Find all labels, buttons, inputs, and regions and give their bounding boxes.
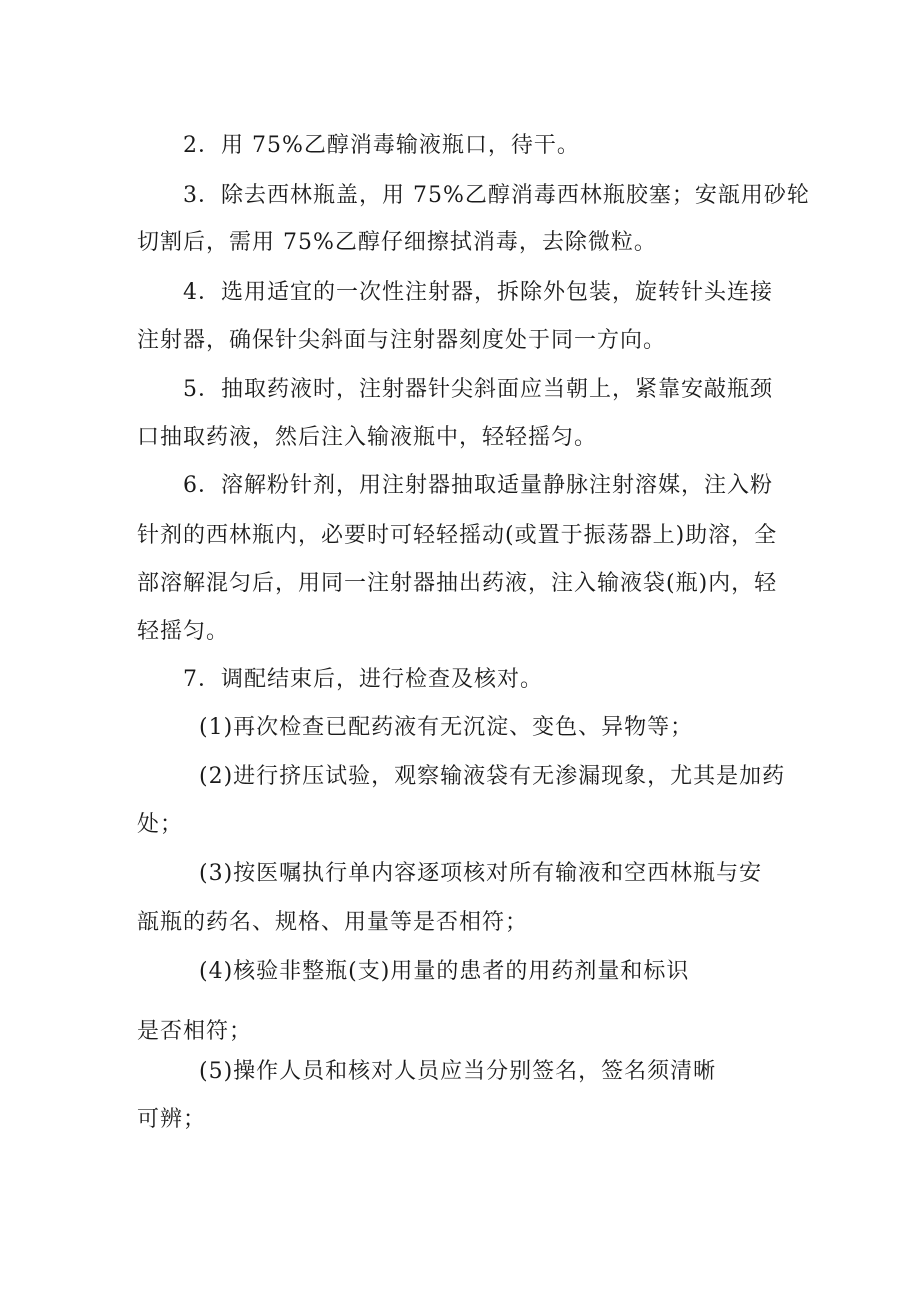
substep-2-line-2: 处； [137, 812, 184, 837]
step-6-line-2: 针剂的西林瓶内，必要时可轻轻摇动(或置于振荡器上)助溶，全 [137, 523, 778, 548]
substep-3-line-2: 瓿瓶的药名、规格、用量等是否相符； [137, 910, 529, 935]
step-6-line-1: 6．溶解粉针剂，用注射器抽取适量静脉注射溶媒，注入粉 [183, 473, 773, 498]
substep-4-line-1: (4)核验非整瓶(支)用量的患者的用药剂量和标识 [199, 959, 690, 984]
substep-5-line-2: 可辨； [137, 1107, 207, 1132]
step-5-line-2: 口抽取药液，然后注入输液瓶中，轻轻摇匀。 [137, 425, 598, 450]
step-4-line-1: 4．选用适宜的一次性注射器，拆除外包装，旋转针头连接 [183, 280, 773, 305]
substep-1-line: (1)再次检查已配药液有无沉淀、变色、异物等； [199, 715, 694, 740]
step-4-line-2: 注射器，确保针尖斜面与注射器刻度处于同一方向。 [137, 328, 667, 353]
step-3-line-1: 3．除去西林瓶盖，用 75%乙醇消毒西林瓶胶塞；安瓿用砂轮 [183, 183, 810, 208]
substep-2-line-1: (2)进行挤压试验，观察输液袋有无渗漏现象，尤其是加药 [199, 764, 786, 789]
step-6-line-4: 轻摇匀。 [137, 619, 230, 644]
step-6-line-3: 部溶解混匀后，用同一注射器抽出药液，注入输液袋(瓶)内，轻 [137, 571, 778, 596]
substep-4-line-2: 是否相符； [137, 1019, 253, 1044]
step-7-line: 7．调配结束后，进行检查及核对。 [183, 667, 543, 692]
substep-3-line-1: (3)按医嘱执行单内容逐项核对所有输液和空西林瓶与安 [199, 861, 763, 886]
substep-5-line-1: (5)操作人员和核对人员应当分别签名，签名须清晰 [199, 1059, 717, 1084]
step-2-line: 2．用 75%乙醇消毒输液瓶口，待干。 [183, 133, 580, 158]
step-5-line-1: 5．抽取药液时，注射器针尖斜面应当朝上，紧靠安敲瓶颈 [183, 377, 773, 402]
step-3-line-2: 切割后，需用 75%乙醇仔细擦拭消毒，去除微粒。 [137, 230, 657, 255]
